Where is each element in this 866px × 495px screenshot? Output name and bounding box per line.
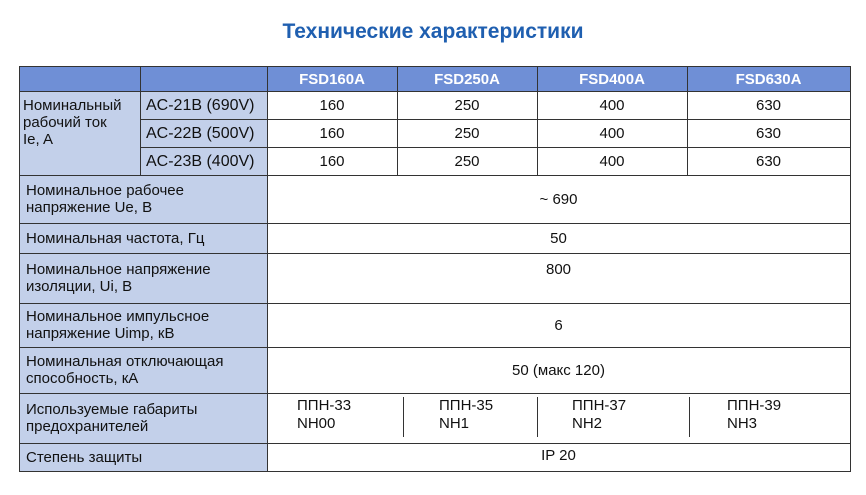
current-label-line-1: Номинальный: [23, 97, 122, 114]
frequency-label: Номинальная частота, Гц: [20, 223, 267, 253]
header-blank-cell: [20, 67, 267, 91]
fuse-ppn-33: ППН-33: [297, 397, 352, 414]
category-ac21b: AC-21B (690V): [140, 91, 267, 119]
frequency-value: 50: [267, 223, 850, 253]
fuse-nh2: NH2: [572, 415, 603, 432]
page-title: Технические характеристики: [282, 20, 584, 43]
header-model-1: FSD160A: [267, 67, 397, 91]
grid-line-h-ac22b: [140, 147, 850, 148]
insulation-label: [20, 253, 267, 303]
grid-line-h-header: [20, 91, 850, 92]
impulse-label-line-2: напряжение Uimp, кВ: [26, 325, 175, 342]
category-ac23b: AC-23B (400V): [140, 147, 267, 175]
fuse-nh1: NH1: [439, 415, 470, 432]
value-ac22b-630: 630: [687, 119, 850, 147]
value-ac21b-630: 630: [687, 91, 850, 119]
fuse-separator-1: [403, 397, 404, 437]
breaking-label-line-2: способность, кА: [26, 370, 139, 387]
grid-line-h-breaking: [20, 393, 850, 394]
category-ac22b: AC-22B (500V): [140, 119, 267, 147]
fuse-ppn-39: ППН-39: [727, 397, 782, 414]
fuse-item-2: [439, 397, 493, 433]
fuse-label-line-1: Используемые габариты: [26, 401, 198, 418]
fuse-item-3: [572, 397, 626, 433]
value-ac23b-630: 630: [687, 147, 850, 175]
grid-line-v-label-split: [140, 67, 141, 175]
protection-value: IP 20: [267, 443, 850, 471]
spec-table: [19, 66, 851, 472]
grid-line-h-insulation: [20, 303, 850, 304]
fuse-nh3: NH3: [727, 415, 758, 432]
breaking-label: [20, 347, 267, 393]
breaking-value: 50 (макс 120): [267, 347, 850, 393]
grid-line-v-col2: [397, 67, 398, 175]
fuse-nh00: NH00: [297, 415, 336, 432]
voltage-label-line-2: напряжение Ue, B: [26, 199, 153, 216]
value-ac22b-400: 400: [537, 119, 687, 147]
insulation-value: 800: [267, 253, 850, 303]
fuse-separator-2: [537, 397, 538, 437]
grid-line-v-col3: [537, 67, 538, 175]
fuse-item-1: [297, 397, 351, 433]
value-ac21b-160: 160: [267, 91, 397, 119]
voltage-label: [20, 175, 267, 223]
value-ac23b-160: 160: [267, 147, 397, 175]
grid-line-h-current: [20, 175, 850, 176]
fuse-label: [20, 393, 267, 443]
header-model-3: FSD400A: [537, 67, 687, 91]
header-model-4: FSD630A: [687, 67, 850, 91]
current-label: [20, 91, 140, 175]
fuse-values: [267, 393, 850, 443]
current-label-line-3: Ie, A: [23, 131, 54, 148]
breaking-label-line-1: Номинальная отключающая: [26, 353, 224, 370]
impulse-label: [20, 303, 267, 347]
grid-line-h-impulse: [20, 347, 850, 348]
grid-line-h-voltage: [20, 223, 850, 224]
insulation-label-line-1: Номинальное напряжение: [26, 261, 211, 278]
impulse-value: 6: [267, 303, 850, 347]
value-ac22b-250: 250: [397, 119, 537, 147]
header-model-2: FSD250A: [397, 67, 537, 91]
fuse-item-4: [727, 397, 781, 433]
grid-line-v-col4: [687, 67, 688, 175]
fuse-ppn-35: ППН-35: [439, 397, 494, 414]
protection-label: Степень защиты: [20, 443, 267, 471]
value-ac21b-400: 400: [537, 91, 687, 119]
value-ac23b-400: 400: [537, 147, 687, 175]
voltage-label-line-1: Номинальное рабочее: [26, 182, 184, 199]
fuse-separator-3: [689, 397, 690, 437]
grid-line-h-fuse: [20, 443, 850, 444]
fuse-label-line-2: предохранителей: [26, 418, 149, 435]
value-ac22b-160: 160: [267, 119, 397, 147]
current-label-line-2: рабочий ток: [23, 114, 107, 131]
grid-line-h-frequency: [20, 253, 850, 254]
grid-line-h-ac21b: [140, 119, 850, 120]
value-ac23b-250: 250: [397, 147, 537, 175]
impulse-label-line-1: Номинальное импульсное: [26, 308, 210, 325]
grid-line-v-label: [267, 67, 268, 471]
value-ac21b-250: 250: [397, 91, 537, 119]
insulation-label-line-2: изоляции, Ui, B: [26, 278, 133, 295]
fuse-ppn-37: ППН-37: [572, 397, 627, 414]
voltage-value: ~ 690: [267, 175, 850, 223]
